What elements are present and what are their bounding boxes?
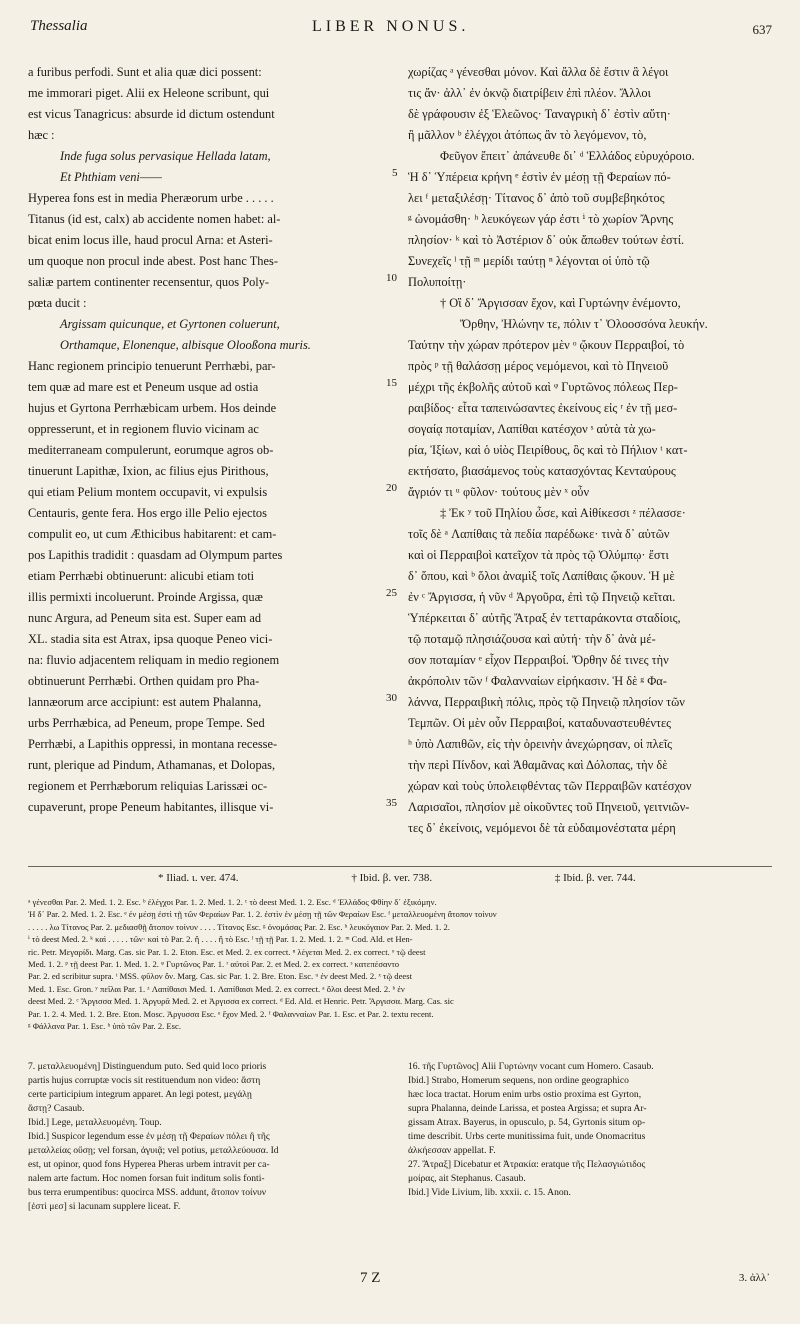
- greek-line: ἢ μᾶλλον ᵇ ἐλέγχοι ἀτόπως ἂν τὸ λεγόμενον, τὸ,: [408, 128, 647, 142]
- note-line: nalem arte factum. Hoc nomen forsan fuit inditum solis fonti-: [28, 1173, 265, 1184]
- note-line: Ibid.] Lege, μεταλλευομένη. Toup.: [28, 1117, 162, 1128]
- apparatus-line: deest Med. 2. ᶜ Ἄργισσα Med. 1. Ἀργυρᾶ Med. 2. et Ἀργισσα ex correct. ᵈ Ed. Ald. et Henric. Petr. Ἄργισσα. Marg. Cas. sic: [28, 996, 454, 1007]
- greek-line: ἀκρόπολιν τῶν ᶠ Φαλανναίων εἰρήκασιν. Ἡ δὲ ᵍ Φα-: [408, 674, 667, 688]
- greek-line: εκτήσατο, βιασάμενος τοὺς κατασχόντας Κενταύρους: [408, 464, 676, 478]
- note-line: ἄστῃ? Casaub.: [28, 1103, 85, 1114]
- note-line: est, ut opinor, quod fons Hyperea Pheras urbem intravit per ca-: [28, 1159, 270, 1170]
- greek-line: ἄγριόν τι ᵘ φῦλον· τούτους μὲν ˣ οὖν: [408, 485, 590, 499]
- greek-verse-line: ‡ Ἐκ ʸ τοῦ Πηλίου ὦσε, καὶ Αἰθίκεσσι ᶻ πέλασσε·: [440, 506, 686, 520]
- line-number: 25: [386, 587, 397, 599]
- greek-line: πρὸς ᵖ τῇ θαλάσσῃ μέρος νεμόμενοι, καὶ τὸ Πηνειοῦ: [408, 359, 669, 373]
- greek-line: ρία, Ἰξίων, καὶ ὁ υἱὸς Πειρίθους, ὃς καὶ τὸ Πήλιον ᵗ κατ-: [408, 443, 688, 457]
- latin-line: runt, plerique ad Pindum, Athamanas, et Dolopas,: [28, 758, 276, 772]
- apparatus-line: Med. 1. 2. ᵖ τῇ deest Par. 1. Med. 1. 2. ᵠ Γυρτῶνος Par. 1. ʳ αὐτοὶ Par. 2. et Med. 2. ex correct. ˢ κατεπέσαντο: [28, 958, 400, 969]
- greek-verse-line: † Οἳ δ᾽ Ἄργισσαν ἔχον, καὶ Γυρτώνην ἐνέμοντο,: [440, 296, 681, 310]
- latin-line: urbs Perrhæbica, ad Peneum, prope Tempe. Sed: [28, 716, 265, 730]
- note-line: Ibid.] Strabo, Homerum sequens, non ordine geographico: [408, 1075, 629, 1086]
- note-line: certe participium integrum apparet. An legi potest, μεγάλῃ: [28, 1089, 252, 1100]
- latin-line: Hanc regionem principio tenuerunt Perrhæbi, par-: [28, 359, 276, 373]
- signature-mark: 7 Z: [360, 1270, 381, 1286]
- source-ref: * Iliad. ι. ver. 474.: [158, 872, 239, 884]
- apparatus-line: Ἡ δ᾽ Par. 2. Med. 1. 2. Esc. ᵉ ἐν μέσῃ ἐστὶ τῇ τῶν Φεραίων Par. 1. 2. ἐστὶν ἐν μέσῃ τῇ τῶν Φεραίων Esc. ᶠ μεταλλευομένη ἄτοπον τοίνυν: [28, 909, 497, 920]
- header-center: LIBER NONUS.: [312, 18, 470, 35]
- apparatus-line: ᵍ Φάλλανα Par. 1. Esc. ʰ ὑπὸ τῶν Par. 2. Esc.: [28, 1020, 181, 1031]
- latin-line: illis permixti incoluerunt. Proinde Argissa, quæ: [28, 590, 263, 604]
- latin-line: bicat enim locus ille, haud procul Arna: et Asteri-: [28, 233, 273, 247]
- latin-line: Hyperea fons est in media Pheræorum urbe . . . . .: [28, 191, 274, 205]
- greek-line: ἐν ᶜ Ἄργισσα, ἡ νῦν ᵈ Ἀργοῦρα, ἐπὶ τῷ Πηνειῷ κεῖται.: [408, 590, 676, 604]
- header-left: Thessalia: [30, 18, 88, 34]
- note-line: 27. Ἄτραξ] Dicebatur et Ἀτρακία: eratque τῆς Πελασγιώτιδος: [408, 1159, 646, 1170]
- note-line: μεταλλείας οὔσῃ; vel forsan, ἀγυιᾷ; vel potius, μεταλλεύουσα. Id: [28, 1145, 279, 1156]
- greek-line: λάννα, Περραιβικὴ πόλις, πρὸς τῷ Πηνειῷ πλησίον τῶν: [408, 695, 685, 709]
- greek-line: Συνεχεῖς ˡ τῇ ᵐ μερίδι ταύτῃ ⁿ λέγονται οἱ ὑπὸ τῷ: [408, 254, 650, 268]
- greek-line: ραιβίδος· εἶτα ταπεινώσαντες ἐκείνους εἰς ʳ ἐν τῇ μεσ-: [408, 401, 678, 415]
- greek-line: χωρίζας ᵃ γένεσθαι μόνον. Καὶ ἄλλα δὲ ἔστιν ἃ λέγοι: [408, 65, 669, 79]
- note-line: bus terra erumpentibus: quocirca MSS. addunt, ἄτοπον τοίνυν: [28, 1187, 267, 1198]
- apparatus-line: Par. 1. 2. 4. Med. 1. 2. Bre. Eton. Mosc. Ἀργυσσα Esc. ᵉ ἔχον Med. 2. ᶠ Φαλανναίων Par. 1. Esc. et Par. 2. textu recent.: [28, 1008, 434, 1019]
- greek-line: πλησίον· ᵏ καὶ τὸ Ἀστέριον δ᾽ οὐκ ἄπωθεν τούτων ἐστί.: [408, 233, 685, 247]
- commentary-right: [408, 1060, 772, 1200]
- greek-line: Πολυποίτῃ·: [408, 275, 467, 289]
- apparatus-line: Med. 1. Esc. Gron. ʸ πεῖλαι Par. 1. ᶻ Λαπίθαισι Med. 1. Λαπίθαισι Med. 2. ex correct. ᵃ ὅλοι deest Med. 2. ᵇ ἐν: [28, 983, 405, 994]
- note-line: hæc loca tractat. Horum enim urbs ostio proxima est Gyrton,: [408, 1089, 642, 1100]
- latin-line: nunc Argura, ad Peneum sita est. Super eam ad: [28, 611, 262, 625]
- apparatus-line: ⁱ τὸ deest Med. 2. ᵏ καὶ . . . . . τῶν· καὶ τὸ Par. 2. ἢ . . . . ἢ τὸ Esc. ˡ τῇ τῇ Par. 1. 2. Med. 1. 2. ᵐ Cod. Ald. et Hen-: [28, 934, 413, 945]
- greek-line: τὴν περὶ Πίνδον, καὶ Ἀθαμᾶνας καὶ Δόλοπας, τὴν δὲ: [408, 758, 668, 772]
- greek-line: Τεμπῶν. Οἱ μὲν οὖν Περραιβοί, καταδυναστευθέντες: [408, 716, 672, 730]
- note-line: time describit. Urbs certe munitissima fuit, unde Onomacritus: [408, 1131, 646, 1142]
- greek-line: δ᾽ ὅπου, καὶ ᵇ ὅλοι ἀναμὶξ τοῖς Λαπίθαις ᾤκουν. Ἡ μὲ: [408, 569, 675, 583]
- note-line: [ἐστὶ μεσ] si lacunam supplere liceat. F.: [28, 1201, 181, 1212]
- commentary-left: [28, 1060, 386, 1214]
- apparatus-line: ᵃ γένεσθαι Par. 2. Med. 1. 2. Esc. ᵇ ἐλέγχοι Par. 1. 2. Med. 1. 2. ᶜ τὸ deest Med. 1. 2. Esc. ᵈ Ἑλλάδος Φθίην δ᾽ ἐξικόμην.: [28, 897, 437, 907]
- latin-line: saliæ partem continenter recensentur, quos Poly-: [28, 275, 270, 289]
- latin-verse-line: Orthamque, Elonenque, albisque Olooßona muris.: [60, 338, 311, 352]
- greek-line: λει ᶠ μεταξιλέσῃ· Τίτανος δ᾽ ἀπὸ τοῦ συμβεβηκότος: [408, 191, 665, 205]
- latin-line: oppresserunt, et in regionem fluvio vicinam ac: [28, 422, 259, 436]
- greek-line: τις ἄν· ἀλλ᾽ ἐν ὀκνῷ διατρίβειν ἐπὶ πλέον. Ἄλλοι: [408, 86, 651, 100]
- greek-line: καὶ οἱ Περραιβοὶ κατεῖχον τὰ πρὸς τῷ Ὀλύμπῳ· ἔστι: [408, 548, 669, 562]
- note-line: Ibid.] Vide Livium, lib. xxxii. c. 15. Anon.: [408, 1187, 571, 1198]
- latin-column: [28, 62, 386, 818]
- latin-line: me immorari piget. Alii ex Heleone scribunt, qui: [28, 86, 270, 100]
- latin-line: pos Lapithis tradidit : quasdam ad Olympum partes: [28, 548, 283, 562]
- latin-line: a furibus perfodi. Sunt et alia quæ dici possent:: [28, 65, 262, 79]
- note-line: Ibid.] Suspicor legendum esse ἐν μέσῃ τῇ Φεραίων πόλει ἢ τῆς: [28, 1131, 270, 1142]
- greek-line: σον ποταμίαν ᵉ εἶχον Περραιβοί. Ὄρθην δέ τινες τὴν: [408, 653, 669, 667]
- latin-line: etiam Perrhæbi obtinuerunt: alicubi etiam toti: [28, 569, 255, 583]
- latin-line: pœta ducit :: [28, 296, 87, 310]
- greek-line: σογαίᾳ ποταμίαν, Λαπίθαι κατέσχον ˢ αὐτὰ τὰ χω-: [408, 422, 656, 436]
- greek-line: χώραν καὶ τοὺς ὑπολειφθέντας τῶν Περραιβῶν κατέσχον: [408, 779, 692, 793]
- greek-line: Ἡ δ᾽ Ὑπέρεια κρήνη ᵉ ἐστὶν ἐν μέσῃ τῇ Φεραίων πό-: [408, 170, 671, 184]
- apparatus-line: Par. 2. ed scribitur supra. ᵗ MSS. φῦλον ὄν. Marg. Cas. sic Par. 1. 2. Bre. Eton. Esc. ᵘ ἐν deest Med. 2. ˣ τῷ deest: [28, 971, 412, 982]
- latin-line: hujus et Gyrtona Perrhæbicam urbem. Hos deinde: [28, 401, 277, 415]
- note-line: ἀλκήεσσαν appellat. F.: [408, 1145, 496, 1156]
- page-number: 637: [752, 22, 772, 37]
- apparatus-line: . . . . . λω Τίτανος Par. 2. μεδιασθῇ ἄτοπον τοίνυν . . . . Τίτανος Esc. ᵍ ὀνομάσας Par. 2. Esc. ʰ λευκόγαιον Par. 2. Med. 1. 2.: [28, 921, 450, 932]
- latin-line: tem quæ ad mare est et Peneum usque ad ostia: [28, 380, 259, 394]
- latin-line: um quoque non procul inde abest. Post hanc Thes-: [28, 254, 278, 268]
- latin-line: compulit eo, ut cum Æthicibus habitarent: et cam-: [28, 527, 277, 541]
- critical-apparatus: [28, 896, 772, 1032]
- greek-line: μέχρι τῆς ἐκβολῆς αὐτοῦ καὶ ᵠ Γυρτῶνος πόλεως Περ-: [408, 380, 678, 394]
- latin-verse-line: Et Phthiam veni——: [60, 170, 162, 184]
- greek-line: τῷ ποταμῷ πλησιάζουσα καὶ αὐτή· τὴν δ᾽ ἀνὰ μέ-: [408, 632, 656, 646]
- footnote-divider: [28, 866, 772, 867]
- note-line: 16. τῆς Γυρτῶνος] Alii Γυρτώνην vocant cum Homero. Casaub.: [408, 1061, 654, 1072]
- latin-line: Titanus (id est, calx) ab accidente nomen habet: al-: [28, 212, 281, 226]
- catchword: 3. ἀλλ᾽: [738, 1272, 770, 1284]
- note-line: partis hujus corruptæ vocis sit restituendum non video: ἄστη: [28, 1075, 261, 1086]
- latin-verse-line: Inde fuga solus pervasique Hellada latam,: [60, 149, 271, 163]
- latin-line: XL. stadia sita est Atrax, ipsa quoque Peneo vici-: [28, 632, 273, 646]
- latin-line: Centauris, gente fera. Hos ergo ille Pelio ejectos: [28, 506, 267, 520]
- greek-line: ᵍ ὠνομάσθη· ʰ λευκόγεων γάρ ἐστι ⁱ τὸ χωρίον Ἄρνης: [408, 212, 674, 226]
- greek-verse-line: Ὄρθην, Ἠλώνην τε, πόλιν τ᾽ Ὀλοοσσόνα λευκήν.: [460, 317, 708, 331]
- note-line: supra Phalanna, deinde Larissa, et postea Argissa; et supra Ar-: [408, 1103, 647, 1114]
- latin-line: obtinuerunt Perrhæbi. Orthen quidam pro Pha-: [28, 674, 260, 688]
- latin-line: lannæorum arce accipiunt: est autem Phalanna,: [28, 695, 262, 709]
- note-line: 7. μεταλλευομένη] Distinguendum puto. Sed quid loco prioris: [28, 1061, 267, 1072]
- note-line: gissam Atrax. Bayerus, in opusculo, p. 54, Gyrtonis situm op-: [408, 1117, 646, 1128]
- latin-line: qui etiam Pelium montem occupavit, vi expulsis: [28, 485, 268, 499]
- source-ref: † Ibid. β. ver. 738.: [351, 872, 433, 884]
- greek-line: τες δ᾽ ἐκείνοις, νεμόμενοι δὲ τὰ εὐδαιμονέστατα μέρη: [408, 821, 676, 835]
- note-line: μοίρας, ait Stephanus. Casaub.: [408, 1173, 526, 1184]
- line-number: 5: [392, 167, 398, 179]
- greek-verse-line: Φεῦγον ἔπειτ᾽ ἀπάνευθε δι᾽ ᵈ Ἑλλάδος εὐρυχόροιο.: [440, 149, 695, 163]
- greek-line: ʰ ὑπὸ Λαπιθῶν, εἰς τὴν ὀρεινὴν ἀνεχώρησαν, οἱ πλεῖς: [408, 737, 673, 751]
- latin-line: Perrhæbi, a Lapithis oppressi, in montana recesse-: [28, 737, 278, 751]
- latin-line: tinuerunt Lapithæ, Ixion, ac filius ejus Pirithous,: [28, 464, 269, 478]
- latin-line: regionem et Perrhæborum reliquias Larissæi oc-: [28, 779, 268, 793]
- latin-line: na: fluvio adjacentem reliquam in medio regionem: [28, 653, 280, 667]
- latin-line: hæc :: [28, 128, 55, 142]
- line-number: 30: [386, 692, 397, 704]
- running-header: [30, 14, 772, 44]
- latin-line: cupaverunt, prope Peneum habitantes, illisque vi-: [28, 800, 274, 814]
- greek-line: Λαρισαῖοι, πλησίον μὲ οἰκοῦντες τοῦ Πηνειοῦ, γειτνιῶν-: [408, 800, 690, 814]
- latin-line: est vicus Tanagricus: absurde id dictum ostendunt: [28, 107, 275, 121]
- line-number: 10: [386, 272, 397, 284]
- source-ref: ‡ Ibid. β. ver. 744.: [554, 872, 636, 884]
- apparatus-line: ric. Petr. Μεγαρίδι. Marg. Cas. sic Par. 1. 2. Eton. Esc. et Med. 2. ex correct. ⁿ λέγεται Med. 2. ex correct. ᵒ τῷ deest: [28, 946, 426, 957]
- source-references: [28, 872, 772, 884]
- latin-verse-line: Argissam quicunque, et Gyrtonen coluerunt,: [60, 317, 280, 331]
- line-number: 20: [386, 482, 397, 494]
- greek-line: δὲ γράφουσιν ἐξ Ἑλεῶνος· Ταναγρικὴ δ᾽ ἐστὶν αὕτη·: [408, 107, 671, 121]
- line-number: 35: [386, 797, 397, 809]
- greek-line: τοῖς δὲ ᵃ Λαπίθαις τὰ πεδία παρέδωκε· τινὰ δ᾽ αὐτῶν: [408, 527, 670, 541]
- greek-line: Ταύτην τὴν χώραν πρότερον μὲν ᵒ ᾤκουν Περραιβοί, τὸ: [408, 338, 685, 352]
- greek-line: Ὑπέρκειται δ᾽ αὐτῆς Ἄτραξ ἐν τετταράκοντα σταδίοις,: [408, 611, 681, 625]
- line-number: 15: [386, 377, 397, 389]
- latin-line: mediterraneam compulerunt, eorumque agros ob-: [28, 443, 274, 457]
- greek-column: [408, 62, 772, 839]
